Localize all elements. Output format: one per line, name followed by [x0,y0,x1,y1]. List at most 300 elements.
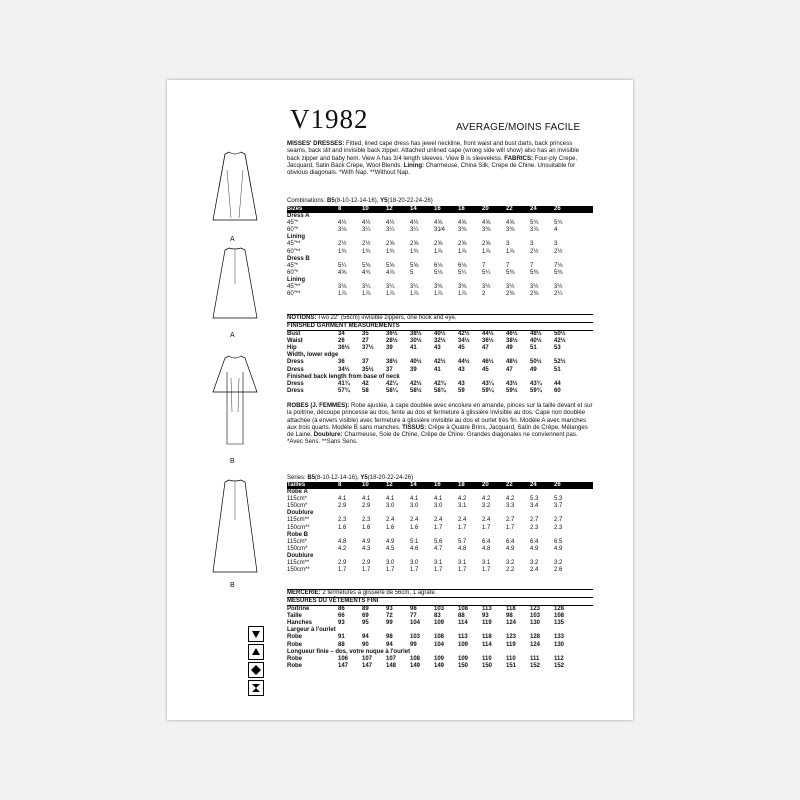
table-cell: 5.3 [530,496,539,503]
table-cell: 45 [482,366,489,373]
table-cell: 151 [506,662,517,669]
table-cell: 2½ [362,241,371,248]
table-cell: 3.4 [530,503,539,510]
fabrics-label-fr: TISSUS: [402,423,427,431]
table-cell: 59 [458,387,465,394]
row-label: 45"** [287,284,301,291]
table-cell: 6.4 [530,538,539,545]
table-cell: 1⅞ [338,291,347,298]
table-cell: 5⅜ [554,269,563,276]
table-cell: 77 [410,613,417,620]
table-cell: 44½ [482,331,494,338]
table-cell: 36½ [482,338,494,345]
table-cell: 43 [458,380,465,387]
view-label: A [230,332,235,339]
table-cell: 4.1 [338,496,347,503]
table-cell: 5.7 [458,538,467,545]
view-a-back-drawing [205,244,265,326]
table-cell: 1¾ [362,248,371,255]
table-row [287,539,593,546]
table-row [287,367,593,374]
table-cell: 94 [362,634,369,641]
table-cell: 4⅝ [506,220,515,227]
table-cell: 3.2 [554,560,563,567]
table-cell: 46½ [506,331,518,338]
table-cell: 90 [362,641,369,648]
fabrics-label: FABRICS: [504,154,534,162]
table-cell: 12 [386,482,393,488]
table-cell: 42½ [458,331,470,338]
table-cell: 3.2 [482,503,491,510]
table-cell: 44 [554,380,561,387]
table-row [287,381,593,388]
table-row [287,663,593,670]
table-cell: 150 [482,662,493,669]
table-cell: 1⅞ [434,248,443,255]
table-row [287,241,593,248]
table-cell: 4⅝ [482,220,491,227]
table-cell: 49 [530,366,537,373]
table-cell: 108 [554,613,565,620]
row-label: Sizes [287,206,303,212]
table-cell: 58 [362,387,369,394]
table-cell: 16 [434,482,441,488]
table-cell: 94 [386,641,393,648]
table-cell: 1.7 [458,524,467,531]
table-cell: 4⅝ [458,220,467,227]
table-cell: 5.3 [554,496,563,503]
table-cell: 109 [458,655,469,662]
table-row [287,277,593,284]
table-cell: 18 [458,482,465,488]
table-cell: 109 [434,655,445,662]
table-row [287,263,593,270]
lining-label-fr: Doublure: [313,431,343,439]
row-label: 115cm* [287,538,307,545]
table-cell: 42½ [410,380,422,387]
table-cell: 5¾ [530,220,539,227]
row-label: 45"** [287,241,301,248]
table-cell: 2.3 [338,517,347,524]
table-cell: 3¼ [410,227,419,234]
combinations-english [287,198,433,204]
table-row [287,489,593,496]
table-cell: 14 [410,482,417,488]
table-row [287,553,593,560]
table-cell: 4.2 [338,545,347,552]
table-cell: 2⅜ [506,291,515,298]
table-cell: 42¾ [434,380,446,387]
table-cell: 22 [506,206,513,212]
table-cell: 3⅜ [482,227,491,234]
table-cell: 49 [506,345,513,352]
table-cell: 4.9 [386,538,395,545]
table-cell: 1.7 [458,567,467,574]
row-label: 60"* [287,227,299,234]
table-cell: 108 [410,655,421,662]
table-cell: 4.1 [362,496,371,503]
description-french [287,402,593,446]
table-cell: 114 [458,620,468,627]
table-cell: 2.2 [506,567,515,574]
table-cell: 1.7 [482,524,491,531]
table-cell: 3⅜ [434,284,443,291]
table-cell: 39 [386,345,393,352]
combo-y5: Y5 [380,198,388,204]
table-cell: 99 [386,620,393,627]
table-cell: 16 [434,206,441,212]
table-cell: 2.3 [530,524,539,531]
table-cell: 42 [362,380,369,387]
table-cell: 3 [530,241,534,248]
row-label: Robe [287,655,302,662]
table-cell: 60 [554,387,561,394]
finished-measurements-english [287,323,593,395]
table-cell: 147 [338,662,349,669]
row-label: 45"* [287,262,299,269]
table-row [287,388,593,395]
diamond-icon [248,662,264,678]
table-cell: 1⅞ [410,291,419,298]
table-cell: 3.1 [458,560,467,567]
table-cell: 3 [554,241,558,248]
table-cell: 3⅜ [458,284,467,291]
table-cell: 88 [458,613,465,620]
table-cell: 46½ [482,359,494,366]
combo-b5-fr: B5 [307,475,316,481]
table-cell: 5¼ [338,262,347,269]
table-cell: 3¼ [410,284,419,291]
combo-y5-sizes-fr: (18-20-22-24-26) [367,475,414,481]
table-cell: 5⅛ [434,269,443,276]
table-row [287,338,593,345]
description-text: Fitted, lined cape dress has jewel neckline, front waist and bust darts, back princess seams, back slit and invisible back zipper. Attached unlined cape (wrong side will show) also has an invisible back zipper and baby hem. View A has 3/4 length sleeves. View B is sleeveless. [287,140,579,162]
row-label: Width, lower edge [287,352,339,359]
table-cell: 20 [482,482,489,488]
table-row [287,525,593,532]
table-cell: 149 [410,662,421,669]
table-row [287,606,593,613]
table-cell: 1⅞ [434,291,443,298]
table-cell: 148 [386,662,397,669]
table-cell: 20 [482,206,489,212]
table-cell: 4.7 [434,545,443,552]
table-cell: 6.4 [506,538,515,545]
table-cell: 2.9 [338,560,347,567]
view-a-front-drawing [205,148,265,228]
table-cell: 2⅝ [410,241,419,248]
row-label: Doublure [287,552,314,559]
table-cell: 7⅛ [554,262,563,269]
table-cell: 1⅞ [506,248,515,255]
table-cell: 2½ [530,248,539,255]
table-cell: 2.4 [386,517,395,524]
notions-english [287,314,593,323]
table-row [287,517,593,524]
view-b-front-drawing [205,352,265,452]
table-cell: 43¾ [530,380,542,387]
table-cell: 26 [338,338,345,345]
table-cell: 18 [458,206,465,212]
table-cell: 6⅛ [434,262,443,269]
table-cell: 3.1 [482,560,491,567]
table-cell: 2.4 [434,517,443,524]
table-cell: 26 [554,206,561,212]
table-cell: 4.9 [554,545,563,552]
table-cell: 43¼ [482,380,494,387]
table-cell: 37½ [362,345,374,352]
table-cell: 133 [554,634,565,641]
table-cell: 2½ [554,248,563,255]
combo-b5: B5 [327,198,335,204]
table-cell: 3.2 [506,560,515,567]
table-cell: 3.7 [554,503,563,510]
table-cell: 53 [554,345,561,352]
table-cell: 98 [506,613,513,620]
table-row [287,560,593,567]
table-row [287,642,593,649]
notions-french [287,589,593,598]
table-cell: 31⁄4 [434,227,446,234]
table-cell: 58¾ [434,387,446,394]
fabrics-text: Four-ply Crepe, Jacquard, Satin Back Crepe, Wool Blends. [287,154,578,169]
table-row [287,510,593,517]
table-cell: 4.8 [482,545,491,552]
table-cell: 1.7 [434,524,443,531]
table-cell: 48½ [530,331,542,338]
table-cell: 124 [530,641,541,648]
table-cell: 35 [362,331,369,338]
table-cell: 5⅜ [362,262,371,269]
table-cell: 1¾ [386,248,395,255]
table-cell: 110 [506,655,516,662]
table-cell: 43 [434,345,441,352]
lining-text-fr: Charmeuse, Soie de Chine, Crêpe de Chine. Grandes diagonales ne conviennent pas. *Avec Sens. **Sans Sens. [287,431,578,446]
table-cell: 3½ [482,284,491,291]
table-cell: 4.9 [506,545,515,552]
row-label: Dress [287,380,304,387]
table-cell: 38½ [506,338,518,345]
table-row [287,503,593,510]
table-cell: 6.5 [554,538,563,545]
table-cell: 2.9 [362,503,371,510]
table-cell: 24 [530,482,537,488]
table-cell: 2¼ [554,291,563,298]
table-cell: 36 [338,359,345,366]
row-label: Dress [287,359,304,366]
table-cell: 3⅛ [338,227,347,234]
table-cell: 5⅜ [506,269,515,276]
table-cell: 52½ [554,359,566,366]
table-cell: 4.1 [386,496,395,503]
table-cell: 57¾ [338,387,350,394]
table-cell: 37 [362,359,369,366]
table-cell: 41¾ [338,380,350,387]
row-label: Hip [287,345,297,352]
row-label: 150cm* [287,503,308,510]
notions-text: Two 22" (56cm) invisible zippers, one hook and eye. [317,315,457,321]
table-cell: 36½ [338,345,350,352]
row-label: 60"* [287,269,299,276]
row-label: Robe [287,662,302,669]
row-label: 60"** [287,248,301,255]
table-cell: 4.6 [410,545,419,552]
table-cell: 4½ [338,220,347,227]
table-cell: 113 [482,606,492,613]
row-label: Taille [287,613,302,620]
table-cell: 3½ [506,284,515,291]
combo-b5-sizes: (8-10-12-14-16), [334,198,379,204]
row-label: Lining [287,234,305,241]
table-row [287,256,593,263]
row-label: Hanches [287,620,313,627]
table-cell: 8 [338,206,342,212]
table-cell: 150 [458,662,469,669]
table-cell: 124 [506,620,517,627]
table-cell: 4 [554,227,558,234]
table-cell: 123 [506,634,517,641]
table-cell: 2⅝ [482,241,491,248]
table-cell: 2.7 [506,517,515,524]
section-title: MESURES DU VÊTEMENTS FINI [287,598,379,604]
table-cell: 2.9 [338,503,347,510]
table-cell: 4.9 [362,538,371,545]
table-row [287,291,593,298]
table-cell: 3½ [530,284,539,291]
table-cell: 42½ [554,338,566,345]
table-cell: 93 [386,606,393,613]
table-cell: 5¼ [458,269,467,276]
row-label: Waist [287,338,303,345]
table-row [287,546,593,553]
table-cell: 108 [458,606,469,613]
table-cell: 103 [530,613,541,620]
table-cell: 3⅞ [530,227,539,234]
table-cell: 43½ [506,380,518,387]
table-cell: 34 [338,331,345,338]
table-cell: 3.1 [458,503,467,510]
table-cell: 4¾ [362,269,371,276]
hourglass-icon [248,680,264,696]
table-cell: 2.7 [554,517,563,524]
table-cell: 1⅞ [458,291,467,298]
table-cell: 3.0 [410,503,419,510]
table-cell: 42¼ [386,380,398,387]
table-cell: 10 [362,482,369,488]
table-cell: 4.9 [530,545,539,552]
table-cell: 43 [458,366,465,373]
yardage-table-french [287,482,593,574]
view-label: B [230,582,235,589]
row-label: Lining [287,276,305,283]
table-row [287,567,593,574]
table-cell: 5¾ [554,220,563,227]
table-row [287,213,593,220]
row-label: Doublure [287,510,314,517]
table-cell: 8 [338,482,342,488]
table-cell: 130 [530,620,541,627]
table-cell: 41 [434,366,441,373]
table-row [287,656,593,663]
table-cell: 103 [434,606,445,613]
table-cell: 89 [362,606,369,613]
table-cell: 1.7 [338,567,347,574]
table-cell: 3.0 [386,560,395,567]
table-cell: 1⅞ [482,248,491,255]
table-cell: 2 [482,291,486,298]
row-label: 60"** [287,291,301,298]
table-row [287,634,593,641]
table-cell: 4.5 [386,545,395,552]
table-cell: 4.8 [338,538,347,545]
table-cell: 107 [362,655,373,662]
table-cell: 51 [554,366,561,373]
view-label: A [230,236,235,243]
description-text-fr: Robe ajustée, à cape doublée avec encolure en amande, pinces sur la taille devant et sur la poitrine, découpe princesse au dos, fente au dos et fermeture à glissière invisible au dos. Cape non doublée attachée (à envers visible) avec fermeture à glissière invisible au dos et ourlet très fin. Modèle A avec manches aux trois quarts. Modèle B sans manches. [287,402,593,431]
table-cell: 36½ [386,331,398,338]
combo-b5-sizes-fr: (8-10-12-14-16), [315,475,359,481]
table-cell: 10 [362,206,369,212]
table-cell: 5.1 [410,538,419,545]
arrow-up-icon [248,644,264,660]
row-label: 115cm** [287,560,310,567]
table-cell: 152 [554,662,565,669]
table-row [287,627,593,634]
row-label: 45"* [287,220,299,227]
table-cell: 39 [410,366,417,373]
table-cell: 104 [410,620,421,627]
table-cell: 113 [458,634,468,641]
notions-label: NOTIONS: [287,315,317,321]
table-cell: 135 [554,620,565,627]
table-cell: 26 [554,482,561,488]
table-cell: 123 [530,606,541,613]
table-cell: 44½ [458,359,470,366]
table-cell: 59½ [506,387,518,394]
table-row [287,496,593,503]
table-cell: 109 [458,641,469,648]
table-cell: 69 [362,613,369,620]
table-row [287,532,593,539]
table-cell: 40½ [410,359,422,366]
table-cell: 30½ [410,338,422,345]
table-cell: 32½ [434,338,446,345]
table-cell: 4½ [386,220,395,227]
table-cell: 4⅝ [338,269,347,276]
table-cell: 34½ [338,366,350,373]
table-cell: 58½ [410,387,422,394]
table-cell: 7 [482,262,486,269]
table-cell: 119 [506,641,516,648]
table-cell: 93 [482,613,489,620]
table-cell: 22 [506,482,513,488]
table-cell: 42½ [434,359,446,366]
table-cell: 2⅝ [458,241,467,248]
table-cell: 5.6 [434,538,443,545]
table-cell: 4.1 [434,496,443,503]
table-cell: 2.4 [482,517,491,524]
notions-text-fr: 2 fermetures à glissière de 56cm, 1 agrafe. [322,590,437,596]
table-cell: 111 [530,655,540,662]
table-cell: 5⅝ [386,262,395,269]
table-cell: 1.6 [386,524,395,531]
row-label: Robe B [287,531,308,538]
table-cell: 128 [554,606,565,613]
table-cell: 59¼ [482,387,494,394]
table-cell: 1¾ [338,248,347,255]
table-cell: 109 [434,620,445,627]
table-cell: 95 [362,620,369,627]
